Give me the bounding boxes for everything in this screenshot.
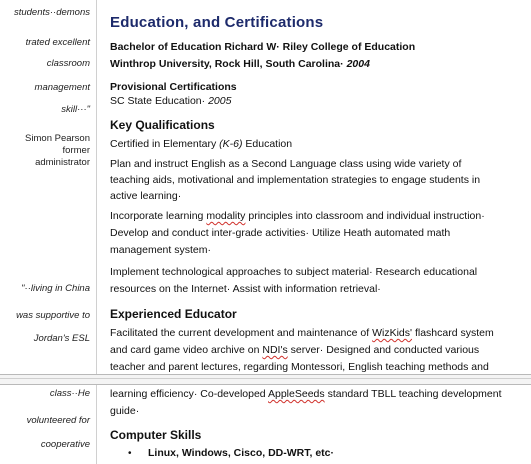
paragraph-line: teacher and parent lectures, regarding Montessori, English teaching methods and bbox=[110, 361, 489, 373]
quote-line: management bbox=[34, 82, 90, 93]
paragraph-line: teaching aids, motivational and implementation strategies to engage students in bbox=[110, 174, 481, 186]
paragraph-line: Develop and conduct inter-grade activities· Utilize Heath automated math bbox=[110, 227, 451, 239]
section-heading-computer-skills: Computer Skills bbox=[110, 428, 202, 442]
quote-line: Jordan's ESL bbox=[33, 333, 90, 344]
university-line: Winthrop University, Rock Hill, South Carolina· 2004 bbox=[110, 58, 370, 70]
document-body bbox=[110, 0, 526, 464]
testimonial-gutter bbox=[0, 0, 96, 464]
provisional-line: SC State Education· 2005 bbox=[110, 95, 232, 107]
quote-line: class··He bbox=[49, 388, 90, 399]
gutter-divider bbox=[96, 0, 97, 464]
paragraph-line: active learning· bbox=[110, 190, 182, 202]
provisional-year: 2005 bbox=[208, 95, 232, 107]
section-heading-qualifications: Key Qualifications bbox=[110, 118, 215, 132]
spellcheck-flag[interactable]: WizKids' bbox=[372, 327, 413, 339]
certified-line: Certified in Elementary (K-6) Education bbox=[110, 138, 293, 150]
quote-line: students··demons bbox=[13, 7, 90, 18]
paragraph-line: management system· bbox=[110, 244, 211, 256]
attribution-name: Simon Pearson bbox=[25, 133, 90, 144]
paragraph-line: and card game video archive on NDI's server· Designed and conducted various bbox=[110, 344, 480, 356]
section-heading-education: Education, and Certifications bbox=[110, 14, 324, 31]
paragraph-line: Facilitated the current development and maintenance of WizKids' flashcard system bbox=[110, 327, 494, 339]
paragraph-line: learning efficiency· Co-developed AppleSeeds standard TBLL teaching development bbox=[110, 388, 502, 400]
spellcheck-flag[interactable]: NDI's bbox=[262, 344, 288, 356]
skill-item: Linux, Windows, Cisco, DD-WRT, etc· bbox=[148, 447, 334, 459]
paragraph-line: resources on the Internet· Assist with information retrieval· bbox=[110, 283, 381, 295]
quote-line: trated excellent bbox=[25, 37, 90, 48]
section-heading-experienced: Experienced Educator bbox=[110, 307, 237, 321]
attribution-role: former bbox=[62, 145, 90, 156]
spellcheck-flag[interactable]: modality bbox=[206, 210, 246, 222]
attribution-role: administrator bbox=[35, 157, 90, 168]
quote-line: skill···" bbox=[61, 104, 90, 115]
paragraph-line: Plan and instruct English as a Second Language class using wide variety of bbox=[110, 158, 462, 170]
provisional-title: Provisional Certifications bbox=[110, 81, 237, 93]
page-break bbox=[0, 374, 531, 385]
quote-line: cooperative bbox=[40, 439, 90, 450]
bullet-icon: • bbox=[128, 448, 132, 459]
graduation-year: 2004 bbox=[346, 58, 370, 70]
quote-line: volunteered for bbox=[26, 415, 90, 426]
degree-line: Bachelor of Education Richard W· Riley College of Education bbox=[110, 41, 416, 53]
paragraph-line: Incorporate learning modality principles into classroom and individual instruction· bbox=[110, 210, 485, 222]
quote-line: "··living in China bbox=[21, 283, 90, 294]
quote-line: classroom bbox=[46, 58, 90, 69]
spellcheck-flag[interactable]: AppleSeeds bbox=[268, 388, 325, 400]
paragraph-line: guide· bbox=[110, 405, 140, 417]
quote-line: was supportive to bbox=[16, 310, 90, 321]
paragraph-line: Implement technological approaches to subject material· Research educational bbox=[110, 266, 478, 278]
